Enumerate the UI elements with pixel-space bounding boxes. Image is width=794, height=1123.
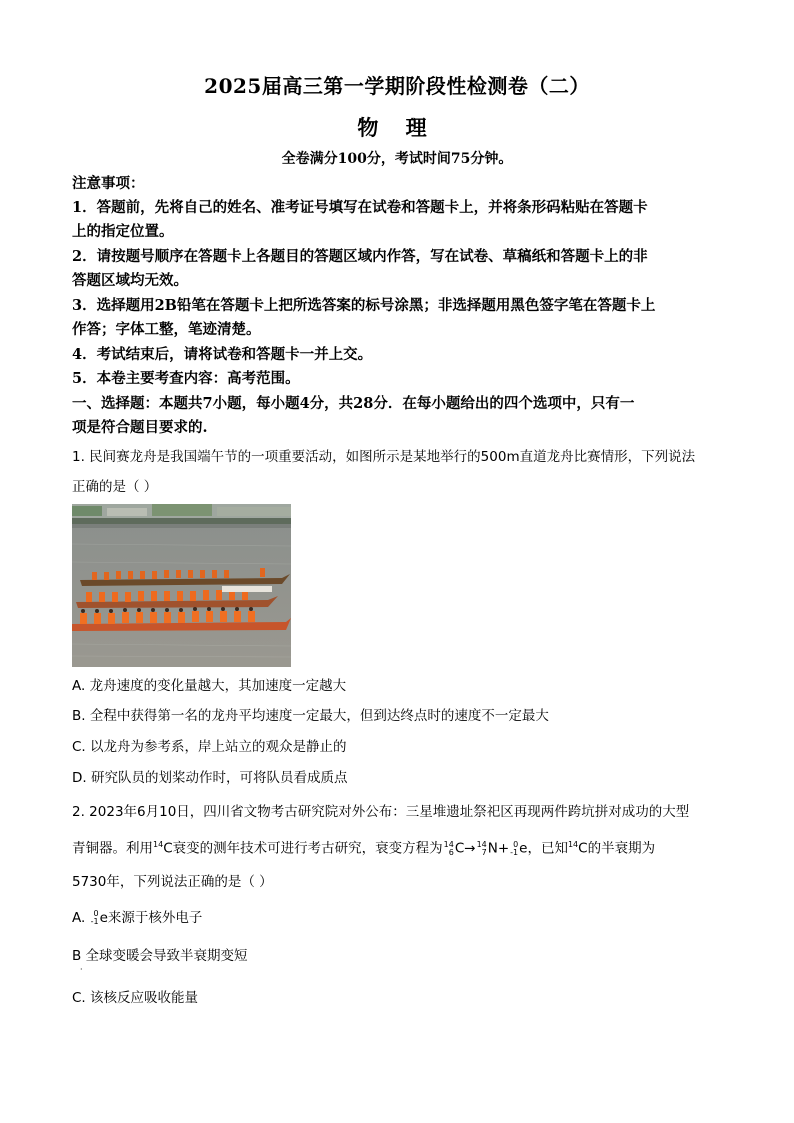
stem-text: C的半衰期为 xyxy=(578,840,656,857)
atomic-number: -1 xyxy=(90,917,99,926)
dragon-boat-photo xyxy=(72,504,291,667)
note-line: 4．考试结束后，请将试卷和答题卡一并上交。 xyxy=(72,346,373,363)
nuclide-notation xyxy=(91,910,99,926)
mass-number: 0 xyxy=(93,909,99,918)
element-symbol: e xyxy=(519,840,528,857)
stem-text: ，已知 xyxy=(527,840,568,857)
question-2-option-c: C. 该核反应吸收能量 xyxy=(72,990,199,1006)
note-line: 1．答题前，先将自己的姓名、准考证号填写在试卷和答题卡上，并将条形码粘贴在答题卡 xyxy=(72,199,648,216)
section-heading: 一、选择题：本题共7小题，每小题4分，共28分．在每小题给出的四个选项中，只有一 xyxy=(72,395,635,412)
page-title: 2025届高三第一学期阶段性检测卷（二） xyxy=(204,74,590,98)
exam-meta: 全卷满分100分，考试时间75分钟。 xyxy=(281,151,513,167)
notes-heading: 注意事项： xyxy=(72,175,145,192)
stem-text: C衰变的测年技术可进行考古研究，衰变方程为 xyxy=(163,840,443,857)
atomic-number: 6 xyxy=(448,847,454,857)
note-line: 上的指定位置。 xyxy=(72,223,174,240)
atomic-number: 7 xyxy=(481,847,487,857)
nuclide-notation xyxy=(477,841,487,857)
mass-number: 0 xyxy=(513,839,519,849)
question-1-option-a: A. 龙舟速度的变化量越大，其加速度一定越大 xyxy=(72,678,347,694)
question-2-option-a xyxy=(72,908,732,928)
note-line: 2．请按题号顺序在答题卡上各题目的答题区域内作答，写在试卷、草稿纸和答题卡上的非 xyxy=(72,248,648,265)
question-1-stem: 1. 民间赛龙舟是我国端午节的一项重要活动，如图所示是某地举行的500m直道龙舟比赛情形，下列说法 xyxy=(72,449,696,465)
reaction-arrow: → xyxy=(464,840,476,857)
note-line: 5．本卷主要考查内容：高考范围。 xyxy=(72,370,300,387)
atomic-number: -1 xyxy=(510,847,519,857)
subject-title: 物 理 xyxy=(357,115,437,140)
nuclide-notation xyxy=(444,841,454,857)
mass-number: 14 xyxy=(567,840,579,849)
stem-text: 青铜器。利用 xyxy=(72,840,153,857)
question-1-option-b: B. 全程中获得第一名的龙舟平均速度一定最大，但到达终点时的速度不一定最大 xyxy=(72,708,549,724)
element-symbol: C xyxy=(454,840,465,857)
nuclide-notation xyxy=(510,841,518,857)
option-letter: A. xyxy=(72,910,86,926)
question-2-stem-cont2: 5730年，下列说法正确的是（ ） xyxy=(72,874,273,890)
plus-sign: + xyxy=(497,840,510,857)
question-2-stem: 2. 2023年6月10日，四川省文物考古研究院对外公布：三星堆遗址祭祀区再现两件跨坑拼对成功的大型 xyxy=(72,804,690,820)
note-line: 作答；字体工整，笔迹清楚。 xyxy=(72,321,261,338)
element-symbol: N xyxy=(487,840,498,857)
question-1-option-c: C. 以龙舟为参考系，岸上站立的观众是静止的 xyxy=(72,739,347,755)
note-line: 3．选择题用2B铅笔在答题卡上把所选答案的标号涂黑；非选择题用黑色签字笔在答题卡上 xyxy=(72,297,656,314)
note-line: 答题区域均无效。 xyxy=(72,272,188,289)
mass-number: 14 xyxy=(153,840,164,849)
mass-number: 14 xyxy=(443,839,454,849)
section-heading-cont: 项是符合题目要求的. xyxy=(72,419,208,436)
stray-dot: · xyxy=(80,965,83,974)
question-1-option-d: D. 研究队员的划桨动作时，可将队员看成质点 xyxy=(72,770,348,786)
question-2-option-b: B 全球变暖会导致半衰期变短 xyxy=(72,948,248,964)
question-1-stem-cont: 正确的是（ ） xyxy=(72,479,158,495)
option-text: e来源于核外电子 xyxy=(99,910,203,926)
mass-number: 14 xyxy=(476,839,487,849)
question-2-stem-cont xyxy=(72,835,732,859)
